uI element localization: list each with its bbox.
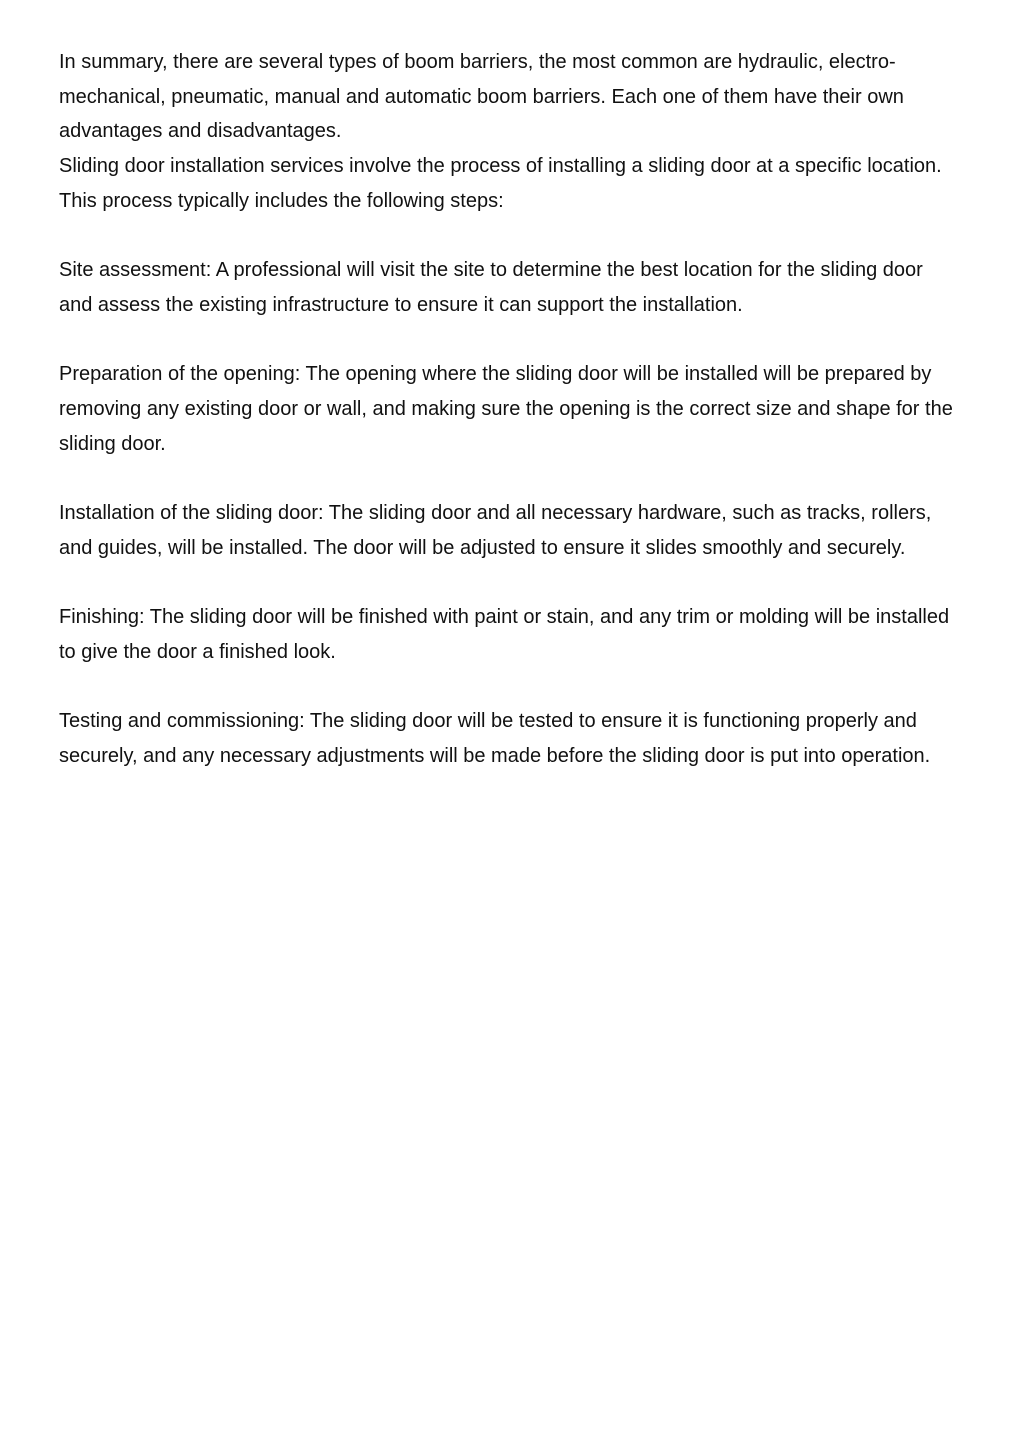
paragraph-spacer: [59, 323, 959, 358]
paragraph-spacer: [59, 670, 959, 705]
paragraph-boom-barriers-summary: In summary, there are several types of boom barriers, the most common are hydraulic, electro-mechanical, pneumatic, manual and automatic boom barriers. Each one of them have their own advantages and disadvantages.: [59, 51, 904, 143]
paragraph-spacer: [59, 566, 959, 601]
paragraph-finishing: Finishing: The sliding door will be finished with paint or stain, and any trim or molding will be installed to give the door a finished look.: [59, 606, 950, 663]
paragraph-sliding-door-intro: Sliding door installation services involve the process of installing a sliding door at a specific location. This process typically includes the following steps:: [59, 155, 942, 212]
paragraph-site-assessment: Site assessment: A professional will visit the site to determine the best location for the sliding door and assess the existing infrastructure to ensure it can support the installation.: [59, 259, 923, 316]
paragraph-testing: Testing and commissioning: The sliding door will be tested to ensure it is functioning properly and securely, and any necessary adjustments will be made before the sliding door is put into operation.: [59, 710, 931, 767]
paragraph-spacer: [59, 219, 959, 254]
paragraph-installation: Installation of the sliding door: The sliding door and all necessary hardware, such as tracks, rollers, and guides, will be installed. The door will be adjusted to ensure it slides smoothly and securely.: [59, 502, 932, 559]
paragraph-spacer: [59, 461, 959, 496]
document-body: [59, 45, 959, 774]
paragraph-preparation: Preparation of the opening: The opening where the sliding door will be installed will be prepared by removing any existing door or wall, and making sure the opening is the correct size and shape for the sliding door.: [59, 363, 953, 455]
